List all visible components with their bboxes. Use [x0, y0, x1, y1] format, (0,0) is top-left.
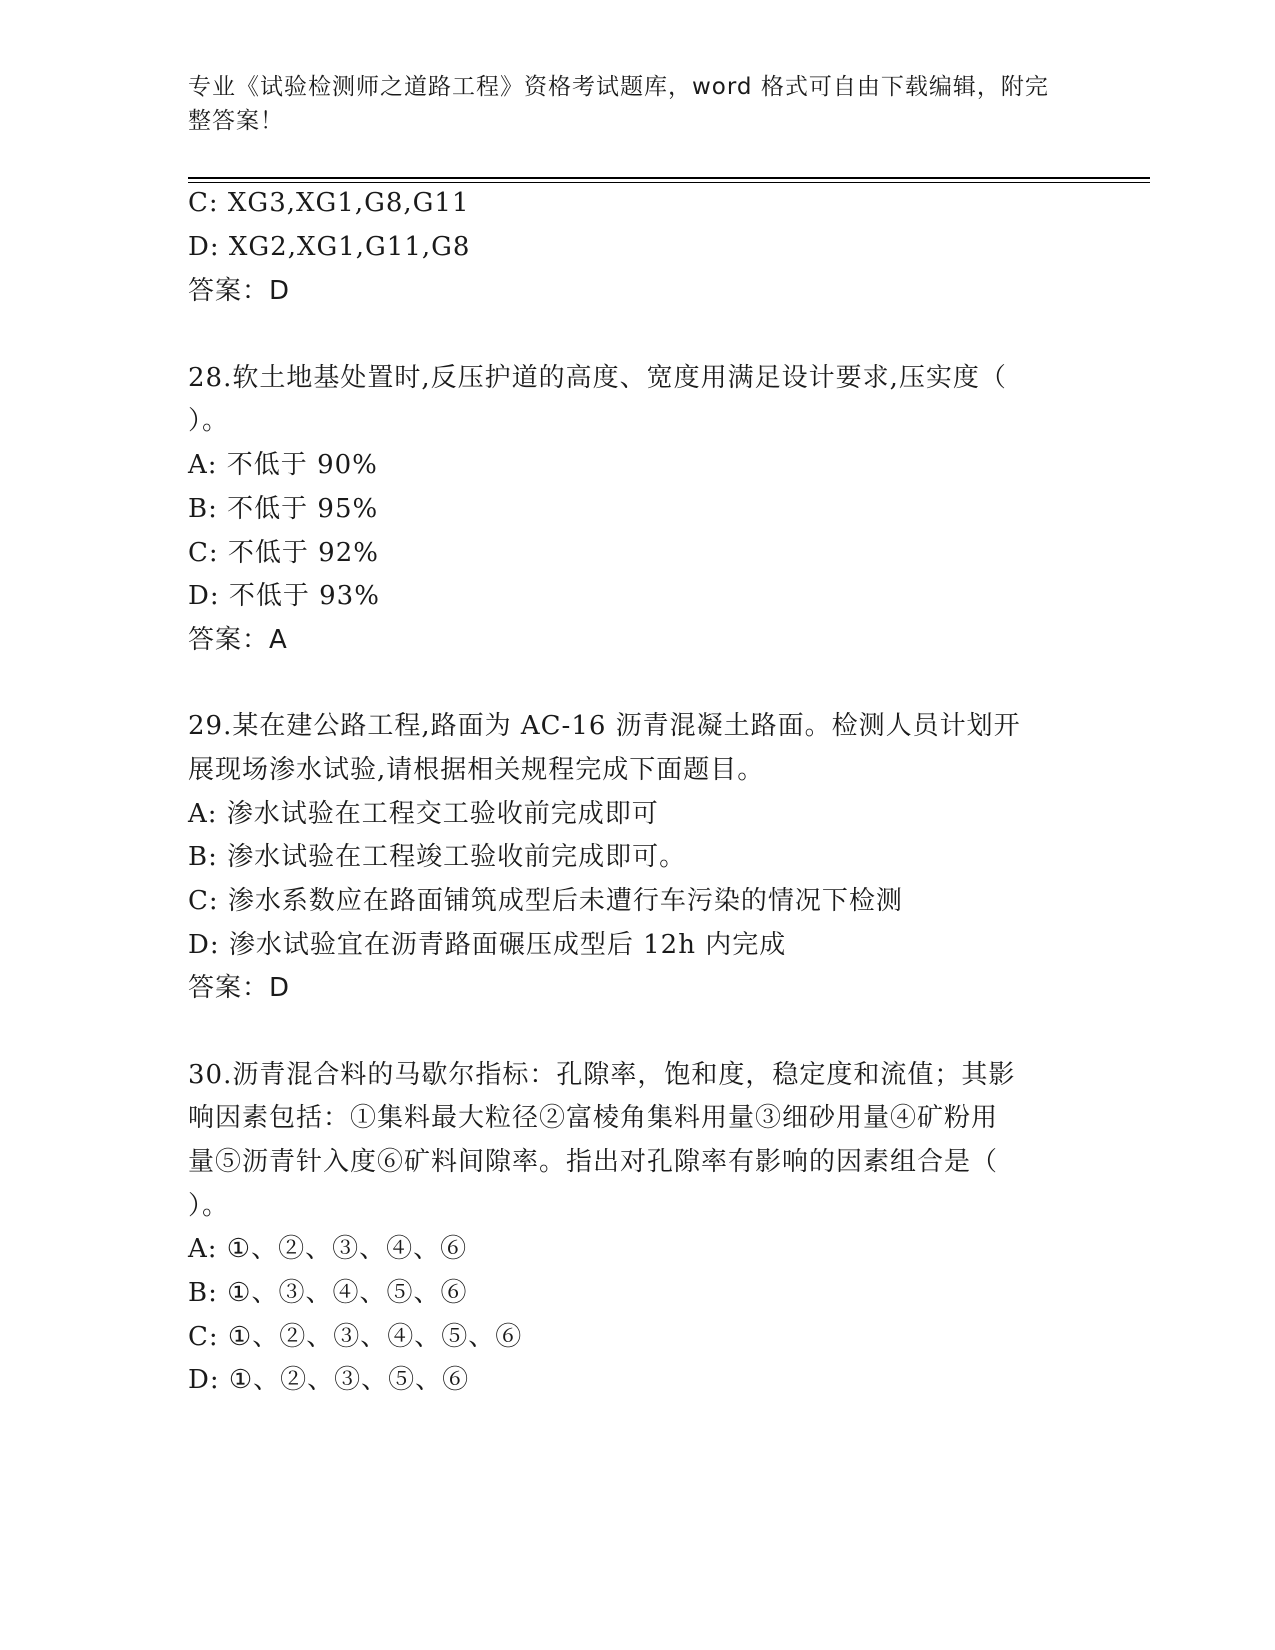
q30-stem-line-1: 30.沥青混合料的马歇尔指标：孔隙率，饱和度，稳定度和流值；其影	[188, 1060, 1016, 1090]
q28-answer: 答案：A	[188, 625, 288, 655]
q27-option-c: C: XG3,XG1,G8,G11	[188, 188, 470, 218]
q29-stem-line-1: 29.某在建公路工程,路面为 AC-16 沥青混凝土路面。检测人员计划开	[188, 711, 1021, 741]
q29-stem-line-2: 展现场渗水试验,请根据相关规程完成下面题目。	[188, 755, 765, 785]
q28-option-b: B: 不低于 95%	[188, 494, 379, 524]
q30-stem-line-3: 量⑤沥青针入度⑥矿料间隙率。指出对孔隙率有影响的因素组合是（	[188, 1147, 999, 1177]
q30-option-a: A: ①、②、③、④、⑥	[188, 1234, 468, 1264]
q30-stem-line-2: 响因素包括：①集料最大粒径②富棱角集料用量③细砂用量④矿粉用	[188, 1103, 999, 1133]
q27-answer: 答案：D	[188, 276, 291, 306]
header-line-2: 整答案！	[188, 108, 284, 134]
q29-answer: 答案：D	[188, 973, 291, 1003]
q29-option-a: A: 渗水试验在工程交工验收前完成即可	[188, 799, 659, 829]
q27-option-d: D: XG2,XG1,G11,G8	[188, 232, 471, 262]
header-rule-thick	[188, 177, 1150, 179]
q30-option-b: B: ①、③、④、⑤、⑥	[188, 1278, 468, 1308]
q29-option-b: B: 渗水试验在工程竣工验收前完成即可。	[188, 842, 687, 872]
q30-option-c: C: ①、②、③、④、⑤、⑥	[188, 1322, 523, 1352]
q28-option-d: D: 不低于 93%	[188, 581, 380, 611]
q28-stem-line-1: 28.软土地基处置时,反压护道的高度、宽度用满足设计要求,压实度（	[188, 363, 1007, 393]
q28-option-a: A: 不低于 90%	[188, 450, 378, 480]
q29-option-c: C: 渗水系数应在路面铺筑成型后未遭行车污染的情况下检测	[188, 886, 903, 916]
q29-option-d: D: 渗水试验宜在沥青路面碾压成型后 12h 内完成	[188, 930, 787, 960]
q28-stem-line-2: ）。	[188, 406, 230, 436]
header-rule-thin	[188, 182, 1150, 183]
page-header	[188, 70, 1068, 138]
q30-option-d: D: ①、②、③、⑤、⑥	[188, 1365, 470, 1395]
q28-option-c: C: 不低于 92%	[188, 538, 379, 568]
q30-stem-line-4: ）。	[188, 1191, 230, 1221]
header-line-1: 专业《试验检测师之道路工程》资格考试题库，word 格式可自由下载编辑，附完	[188, 74, 1049, 100]
